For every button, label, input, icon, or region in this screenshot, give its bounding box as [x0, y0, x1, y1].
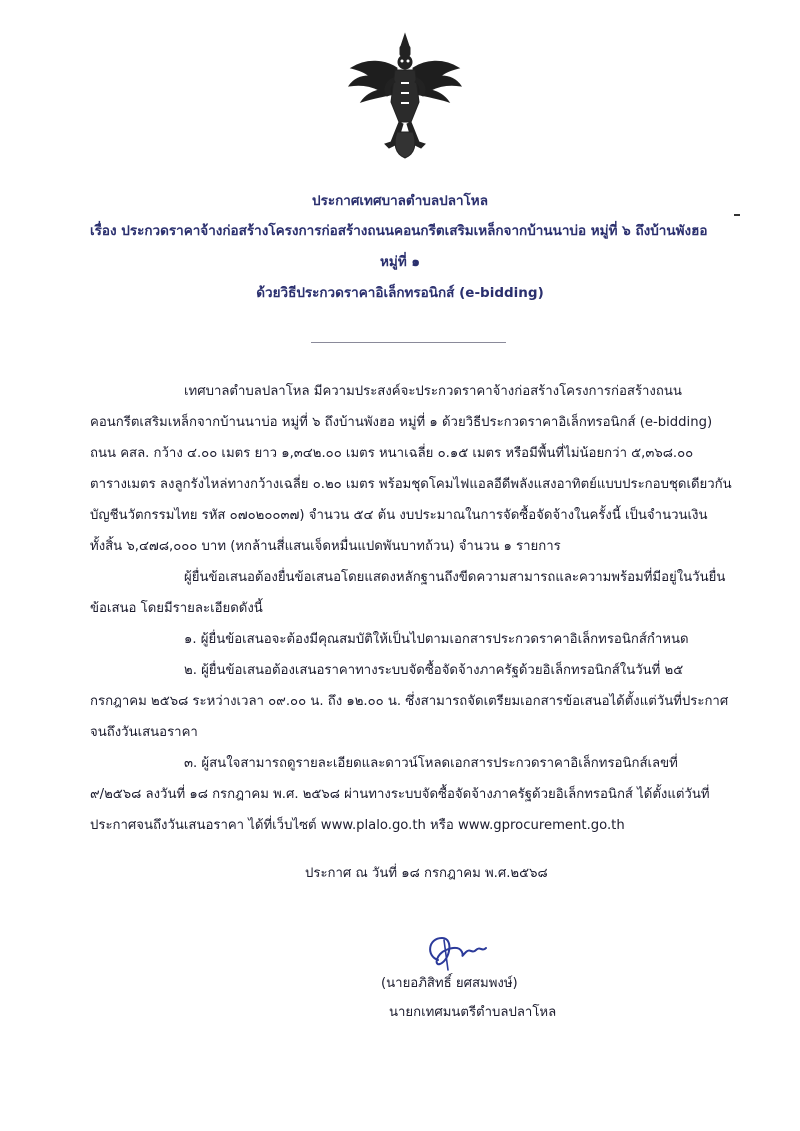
- announcement-method: ด้วยวิธีประกวดราคาอิเล็กทรอนิกส์ (e-bidding): [256, 285, 544, 301]
- announcement-date: ประกาศ ณ วันที่ ๑๘ กรกฎาคม พ.ศ.๒๕๖๘: [305, 866, 548, 881]
- body-line: ๑. ผู้ยื่นข้อเสนอจะต้องมีคุณสมบัติให้เป็นไปตามเอกสารประกวดราคาอิเล็กทรอนิกส์กำหนด: [184, 632, 689, 647]
- signer-position: นายกเทศมนตรีตำบลปลาโหล: [389, 1005, 557, 1020]
- scan-artifact: [734, 214, 740, 216]
- signer-name: (นายอภิสิทธิ์ ยศสมพงษ์): [381, 976, 518, 991]
- body-line: ผู้ยื่นข้อเสนอต้องยื่นข้อเสนอโดยแสดงหลักฐานถึงขีดความสามารถและความพร้อมที่มีอยู่ในวันยื่น: [184, 570, 726, 585]
- announcement-subject-continued: หมู่ที่ ๑: [380, 254, 420, 270]
- body-line: ๓. ผู้สนใจสามารถดูรายละเอียดและดาวน์โหลดเอกสารประกวดราคาอิเล็กทรอนิกส์เลขที่: [184, 756, 678, 771]
- body-line: คอนกรีตเสริมเหล็กจากบ้านนาบ่อ หมู่ที่ ๖ ถึงบ้านพังฮอ หมู่ที่ ๑ ด้วยวิธีประกวดราคาอิเล็กทรอนิกส์ (e-bidding): [90, 415, 713, 430]
- body-line: บัญชีนวัตกรรมไทย รหัส ๐๗๐๒๐๐๓๗) จำนวน ๕๔ ต้น งบประมาณในการจัดซื้อจัดจ้างในครั้งนี้ เป็นจำนวนเงิน: [90, 508, 708, 523]
- announcement-issuer: ประกาศเทศบาลตำบลปลาโหล: [312, 193, 488, 209]
- body-line: ประกาศจนถึงวันเสนอราคา ได้ที่เว็บไซต์ www.plalo.go.th หรือ www.gprocurement.go.th: [90, 818, 625, 833]
- announcement-subject: เรื่อง ประกวดราคาจ้างก่อสร้างโครงการก่อสร้างถนนคอนกรีตเสริมเหล็กจากบ้านนาบ่อ หมู่ที่ ๖ ถึงบ้านพังฮอ: [90, 223, 708, 239]
- body-line: เทศบาลตำบลปลาโหล มีความประสงค์จะประกวดราคาจ้างก่อสร้างโครงการก่อสร้างถนน: [184, 384, 682, 399]
- body-line: จนถึงวันเสนอราคา: [90, 725, 198, 740]
- body-line: ถนน คสล. กว้าง ๔.๐๐ เมตร ยาว ๑,๓๔๒.๐๐ เมตร หนาเฉลี่ย ๐.๑๕ เมตร หรือมีพื้นที่ไม่น้อยกว่า ๕,๓๖๘.๐๐: [90, 446, 694, 461]
- body-line: ตารางเมตร ลงลูกรังไหล่ทางกว้างเฉลี่ย ๐.๒๐ เมตร พร้อมชุดโคมไฟแอลอีดีพลังแสงอาทิตย์แบบประกอบชุดเดียวกัน: [90, 477, 732, 492]
- body-line: กรกฎาคม ๒๕๖๘ ระหว่างเวลา ๐๙.๐๐ น. ถึง ๑๒.๐๐ น. ซึ่งสามารถจัดเตรียมเอกสารข้อเสนอได้ตั้งแต่วันที่ประกาศ: [90, 694, 729, 709]
- body-line: ข้อเสนอ โดยมีรายละเอียดดังนี้: [90, 601, 263, 616]
- garuda-emblem-icon: [345, 32, 465, 160]
- header-divider: [311, 342, 506, 343]
- body-line: ทั้งสิ้น ๖,๔๗๘,๐๐๐ บาท (หกล้านสี่แสนเจ็ดหมื่นแปดพันบาทถ้วน) จำนวน ๑ รายการ: [90, 539, 561, 554]
- body-line: ๙/๒๕๖๘ ลงวันที่ ๑๘ กรกฎาคม พ.ศ. ๒๕๖๘ ผ่านทางระบบจัดซื้อจัดจ้างภาครัฐด้วยอิเล็กทรอนิกส์ ได้ตั้งแต่วันที่: [90, 787, 710, 802]
- body-line: ๒. ผู้ยื่นข้อเสนอต้องเสนอราคาทางระบบจัดซื้อจัดจ้างภาครัฐด้วยอิเล็กทรอนิกส์ในวันที่ ๒๕: [184, 663, 684, 678]
